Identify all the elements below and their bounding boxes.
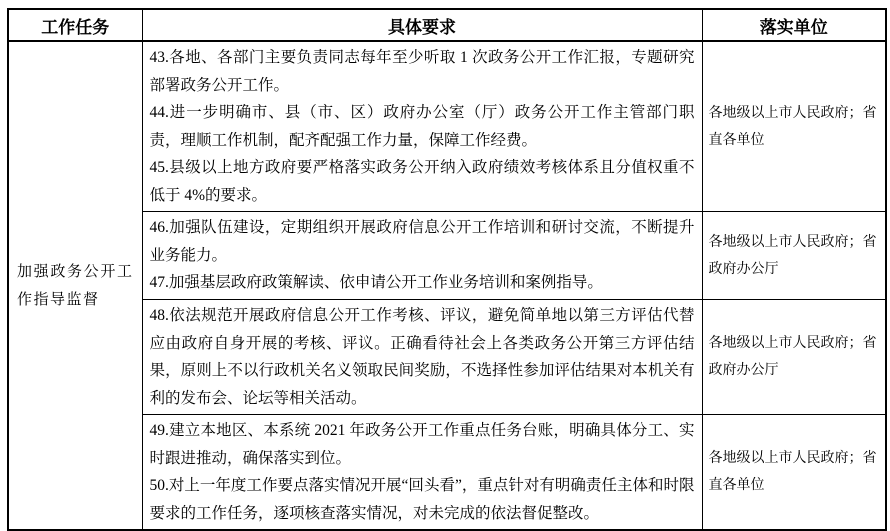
header-task: 工作任务 bbox=[8, 9, 142, 41]
requirement-item-43: 43.各地、各部门主要负责同志每年至少听取 1 次政务公开工作汇报，专题研究部署政务公开工作。 bbox=[149, 49, 695, 94]
table-header-row bbox=[8, 9, 886, 41]
requirement-item-49: 49.建立本地区、本系统 2021 年政务公开工作重点任务台账，明确具体分工、实时跟进推动，确保落实到位。 bbox=[149, 422, 695, 467]
requirements-cell bbox=[142, 41, 702, 212]
task-group-cell: 加强政务公开工作指导监督 bbox=[8, 41, 142, 530]
requirements-cell bbox=[142, 300, 702, 415]
header-requirements: 具体要求 bbox=[142, 9, 702, 41]
unit-cell: 各地级以上市人民政府；省直各单位 bbox=[702, 415, 886, 531]
unit-cell: 各地级以上市人民政府；省直各单位 bbox=[702, 41, 886, 212]
requirement-item-44: 44.进一步明确市、县（市、区）政府办公室（厅）政务公开工作主管部门职责，理顺工作机制，配齐配强工作力量，保障工作经费。 bbox=[149, 104, 695, 149]
requirement-item-48: 48.依法规范开展政府信息公开工作考核、评议，避免简单地以第三方评估代替应由政府自身开展的考核、评议。正确看待社会上各类政务公开第三方评估结果，原则上不以行政机关名义领取民间奖励，不选择性参加评估结果对本机关有利的发布会、论坛等相关活动。 bbox=[149, 307, 695, 407]
unit-cell: 各地级以上市人民政府；省政府办公厅 bbox=[702, 212, 886, 300]
requirement-item-45: 45.县级以上地方政府要严格落实政务公开纳入政府绩效考核体系且分值权重不低于 4%的要求。 bbox=[149, 159, 695, 204]
table-row bbox=[8, 41, 886, 212]
header-unit: 落实单位 bbox=[702, 9, 886, 41]
document-page bbox=[7, 8, 887, 531]
requirement-item-46: 46.加强队伍建设，定期组织开展政府信息公开工作培训和研讨交流，不断提升业务能力。 bbox=[149, 219, 695, 264]
work-tasks-table bbox=[7, 8, 887, 531]
requirements-cell bbox=[142, 212, 702, 300]
unit-cell: 各地级以上市人民政府；省政府办公厅 bbox=[702, 300, 886, 415]
requirement-item-50: 50.对上一年度工作要点落实情况开展“回头看”，重点针对有明确责任主体和时限要求的工作任务，逐项核查落实情况，对未完成的依法督促整改。 bbox=[149, 477, 695, 522]
requirements-cell bbox=[142, 415, 702, 531]
requirement-item-47: 47.加强基层政府政策解读、依申请公开工作业务培训和案例指导。 bbox=[149, 274, 603, 292]
